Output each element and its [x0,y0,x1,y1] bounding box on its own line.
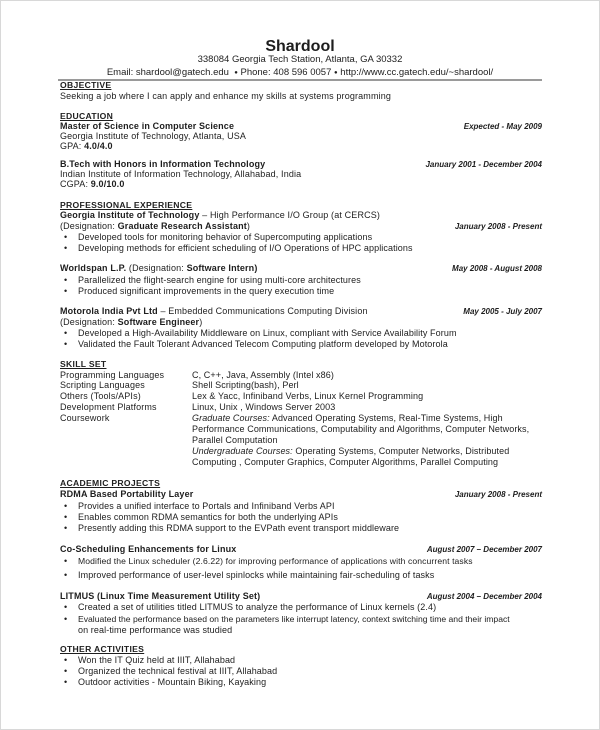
designation-prefix: (Designation: [60,221,118,231]
job-date: May 2005 - July 2007 [463,307,542,316]
org-detail: – Embedded Communications Computing Division [157,306,368,316]
bullet-icon: • [64,275,68,285]
project-date: January 2008 - Present [454,490,542,499]
bullet-icon: • [64,666,68,676]
skill-value: Lex & Yacc, Infiniband Verbs, Linux Kernel Programming [192,391,424,401]
bullet-icon: • [64,243,68,253]
bullet-icon: • [64,286,68,296]
bullet-icon: • [64,655,68,665]
bullet-icon: • [64,328,68,338]
org-name: Georgia Institute of Technology [60,210,200,220]
project-bullet: Presently adding this RDMA support to the EVPath event transport middleware [78,523,400,533]
coursework-line: Performance Communications, Computability and Algorithms, Computer Networks, [192,424,530,434]
job-org [60,263,257,274]
project-bullet: Improved performance of user-level spinlocks while maintaining fair-scheduling of tasks [78,570,435,580]
job-bullet: Developing methods for efficient scheduling of I/O Operations of HPC applications [78,243,413,253]
designation-suffix: ) [246,221,251,231]
address: 338084 Georgia Tech Station, Atlanta, GA 30332 [197,54,403,65]
gpa-label: CGPA: [60,179,89,189]
coursework-text: Operating Systems, Computer Networks, Distributed [292,446,510,456]
project-bullet: Provides a unified interface to Portals and Infiniband Verbs API [78,501,335,511]
degree-date: January 2001 - December 2004 [425,160,542,169]
job-bullet: Produced significant improvements in the query execution time [78,286,335,296]
project-title: LITMUS (Linux Time Measurement Utility Set) [60,591,261,601]
org-name: Motorola India Pvt Ltd [60,306,158,316]
gpa-value: 4.0/4.0 [84,141,113,151]
project-bullet: Modified the Linux scheduler (2.6.22) for improving performance of applications with concurrent tasks [78,556,473,566]
project-bullet-continuation: on real-time performance was studied [78,625,233,635]
candidate-name: Shardool [265,38,335,55]
designation-suffix: ) [199,317,203,327]
job-bullet: Parallelized the flight-search engine for using multi-core architectures [78,275,361,285]
job-org [60,210,380,221]
coursework-line [192,446,509,457]
coursework-line: Parallel Computation [192,435,278,445]
school: Georgia Institute of Technology, Atlanta, USA [60,131,247,141]
skill-label: Programming Languages [60,370,165,380]
email: Email: shardool@gatech.edu [106,67,229,78]
coursework-line: Computing , Computer Graphics, Computer Algorithms, Parallel Computing [192,457,499,467]
job-date: January 2008 - Present [454,222,542,231]
bullet-icon: • [64,512,68,522]
school: Indian Institute of Information Technology, Allahabad, India [60,169,302,179]
job-designation [60,317,202,328]
project-bullet: Evaluated the performance based on the parameters like interrupt latency, context switching time and their impact [78,614,510,624]
job-bullet: Developed a High-Availability Middleware on Linux, compliant with Service Availability Forum [78,328,457,338]
degree-title: Master of Science in Computer Science [60,121,235,131]
coursework-text: Advanced Operating Systems, Real-Time Systems, High [269,413,503,423]
contact-line [0,67,600,79]
skill-value: Shell Scripting(bash), Perl [192,380,299,390]
job-designation [60,221,250,232]
activity-bullet: Outdoor activities - Mountain Biking, Kayaking [78,677,267,687]
section-heading-objective: OBJECTIVE [60,80,112,90]
skill-value: C, C++, Java, Assembly (Intel x86) [192,370,334,380]
gpa [60,179,124,190]
bullet-icon: • [64,602,68,612]
degree-date: Expected - May 2009 [463,122,542,131]
skill-value: Linux, Unix , Windows Server 2003 [192,402,336,412]
separator-dot: ● [234,70,238,76]
bullet-icon: • [64,677,68,687]
section-heading-projects: ACADEMIC PROJECTS [60,478,161,488]
skill-label: Development Platforms [60,402,157,412]
activity-bullet: Won the IT Quiz held at IIIT, Allahabad [78,655,236,665]
designation-prefix: (Designation: [126,263,187,273]
skill-label: Scripting Languages [60,380,145,390]
project-bullet: Enables common RDMA semantics for both the underlying APIs [78,512,338,522]
job-bullet: Developed tools for monitoring behavior of Supercomputing applications [78,232,373,242]
project-date: August 2004 – December 2004 [426,592,542,601]
project-bullet: Created a set of utilities titled LITMUS to analyze the performance of Linux kernels (2.4) [78,602,437,612]
org-detail: – High Performance I/O Group (at CERCS) [199,210,381,220]
designation-prefix: (Designation: [60,317,118,327]
bullet-icon: • [64,570,68,580]
bullet-icon: • [64,614,68,624]
phone: Phone: 408 596 0057 [240,67,332,78]
section-heading-skills: SKILL SET [60,359,107,369]
header-divider [58,79,542,81]
job-org [60,306,368,317]
designation: Software Engineer [117,317,200,327]
org-name: Worldspan L.P. [60,263,127,273]
project-title: RDMA Based Portability Layer [60,489,194,499]
section-heading-experience: PROFESSIONAL EXPERIENCE [60,200,193,210]
section-heading-education: EDUCATION [60,111,114,121]
job-date: May 2008 - August 2008 [452,264,542,273]
designation: Graduate Research Assistant [117,221,247,231]
bullet-icon: • [64,523,68,533]
bullet-icon: • [64,501,68,511]
skill-label: Others (Tools/APIs) [60,391,141,401]
separator-dot: ● [334,70,338,76]
coursework-line [192,413,503,424]
designation: Software Intern) [186,263,258,273]
ugrad-courses-label: Undergraduate Courses: [192,446,293,456]
grad-courses-label: Graduate Courses: [192,413,270,423]
skill-label: Coursework [60,413,110,423]
bullet-icon: • [64,232,68,242]
homepage-link[interactable]: http://www.cc.gatech.edu/~shardool/ [340,67,494,78]
bullet-icon: • [64,339,68,349]
bullet-icon: • [64,556,68,566]
activity-bullet: Organized the technical festival at IIIT, Allahabad [78,666,278,676]
gpa-label: GPA: [60,141,82,151]
project-title: Co-Scheduling Enhancements for Linux [60,544,237,554]
project-date: August 2007 – December 2007 [426,545,542,554]
objective-text: Seeking a job where I can apply and enhance my skills at systems programming [60,91,392,101]
degree-title: B.Tech with Honors in Information Technology [60,159,266,169]
job-bullet: Validated the Fault Tolerant Advanced Telecom Computing platform developed by Motorola [78,339,448,349]
gpa [60,141,113,152]
section-heading-activities: OTHER ACTIVITIES [60,644,145,654]
gpa-value: 9.0/10.0 [90,179,125,189]
